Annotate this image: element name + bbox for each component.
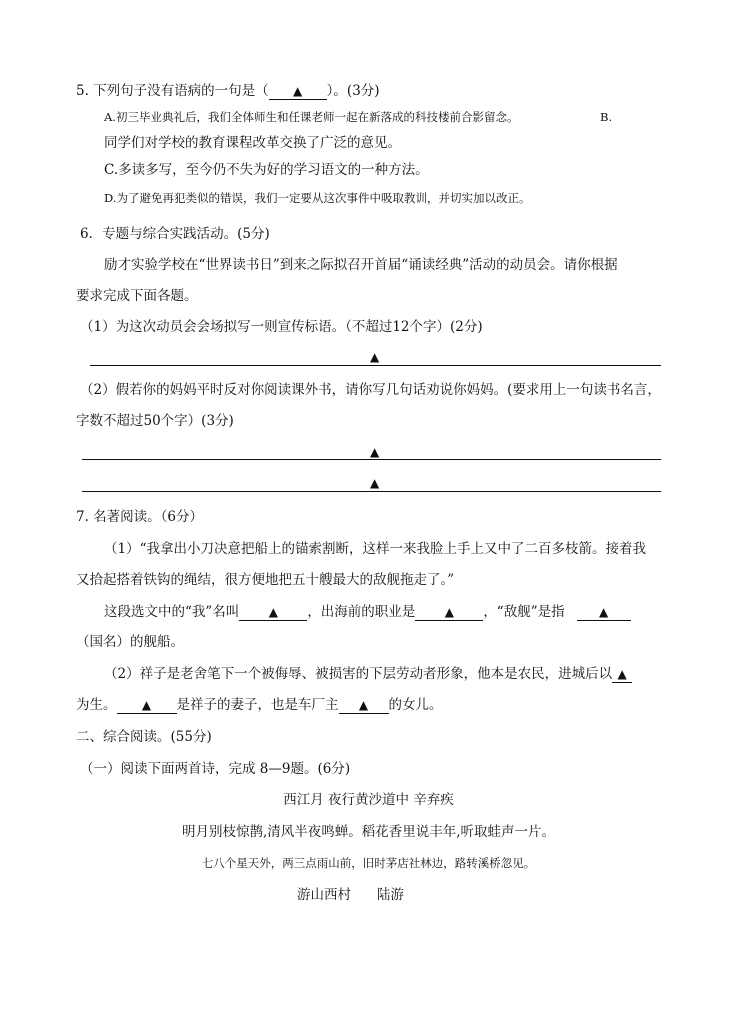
q6-sub2-line2: 字数不超过50个字）(3分)	[76, 413, 234, 429]
q6-sub1: （1）为这次动员会会场拟写一则宣传标语。（不超过12个字）(2分)	[80, 319, 483, 335]
poem1-title: 西江月 夜行黄沙道中 辛弃疾	[283, 792, 454, 808]
q6-sub2-line1: （2）假若你的妈妈平时反对你阅读课外书，请你写几句话劝说你妈妈。(要求用上一句读书名言，	[80, 382, 661, 398]
q7-q1-line-end: （国名）的舰船。	[76, 634, 184, 650]
q6-intro-line1: 励才实验学校在“世界读书日”到来之际拟召开首届“诵读经典”活动的动员会。请你根据	[104, 257, 618, 273]
q7-country-blank[interactable]: ▲	[577, 604, 631, 621]
q7-owner-blank[interactable]: ▲	[339, 697, 389, 714]
q7-job-blank[interactable]: ▲	[415, 604, 483, 621]
q6-sub2-answer-line2[interactable]	[82, 491, 661, 492]
q6-sub1-mark: ▲	[370, 350, 380, 364]
poem1-line2: 七八个星天外，两三点雨山前，旧时茅店社林边，路转溪桥忽见。	[201, 856, 536, 870]
q7-quote-line1: （1）“我拿出小刀决意把船上的锚索割断，这样一来我脸上手上又中了二百多枝箭。接着我	[104, 541, 646, 557]
q7-q2-line2: 为生。 ▲ 是祥子的妻子，也是车厂主 ▲ 的女儿。	[76, 697, 443, 713]
q6-intro-line2: 要求完成下面各题。	[76, 288, 198, 304]
q7-title: 7. 名著阅读。（6分）	[76, 509, 204, 525]
poem2-title: 游山西村	[297, 887, 351, 903]
q7-q1-line: 这段选文中的“我”名叫 ▲ ，出海前的职业是 ▲ ，“敌舰”是指 ▲	[104, 603, 631, 621]
q7-quote-line2: 又拾起搭着铁钩的绳结，很方便地把五十艘最大的敌舰拖走了。”	[76, 572, 455, 588]
q7-wife-blank[interactable]: ▲	[117, 697, 177, 714]
q7-q2-line1: （2）祥子是老舍笔下一个被侮辱、被损害的下层劳动者形象，他本是农民，进城后以 ▲	[104, 665, 632, 683]
q5-option-b-text: 同学们对学校的教育课程改革交换了广泛的意见。	[104, 135, 401, 151]
q6-sub2-mark2: ▲	[370, 476, 380, 490]
q5-option-b-label: B.	[600, 110, 613, 124]
q5-option-d: D.为了避免再犯类似的错误，我们一定要从这次事件中吸取教训，并切实加以改正。	[104, 191, 531, 205]
q5-stem: 5. 下列句子没有语病的一句是（ ▲ ）。(3分)	[76, 83, 380, 99]
poem2-author: 陆游	[377, 887, 404, 903]
q5-option-a: A.初三毕业典礼后，我们全体师生和任课老师一起在新落成的科技楼前合影留念。	[104, 110, 519, 124]
q5-option-c: C.多读多写，至今仍不失为好的学习语文的一种方法。	[104, 162, 429, 178]
section2-part1: （一）阅读下面两首诗，完成 8—9题。(6分)	[80, 761, 351, 777]
q6-title: 6．专题与综合实践活动。(5分)	[80, 226, 270, 242]
q7-livelihood-blank[interactable]: ▲	[612, 666, 632, 683]
section2-title: 二、综合阅读。(55分)	[76, 729, 212, 745]
q6-sub2-answer-line1[interactable]	[82, 459, 661, 460]
q5-answer-blank[interactable]: ▲	[269, 83, 327, 100]
q6-sub2-mark1: ▲	[370, 445, 380, 459]
poem1-line1: 明月别枝惊鹊,清风半夜鸣蝉。稻花香里说丰年,听取蛙声一片。	[181, 824, 556, 840]
q7-name-blank[interactable]: ▲	[239, 604, 307, 621]
q6-sub1-answer-line[interactable]	[90, 365, 661, 366]
